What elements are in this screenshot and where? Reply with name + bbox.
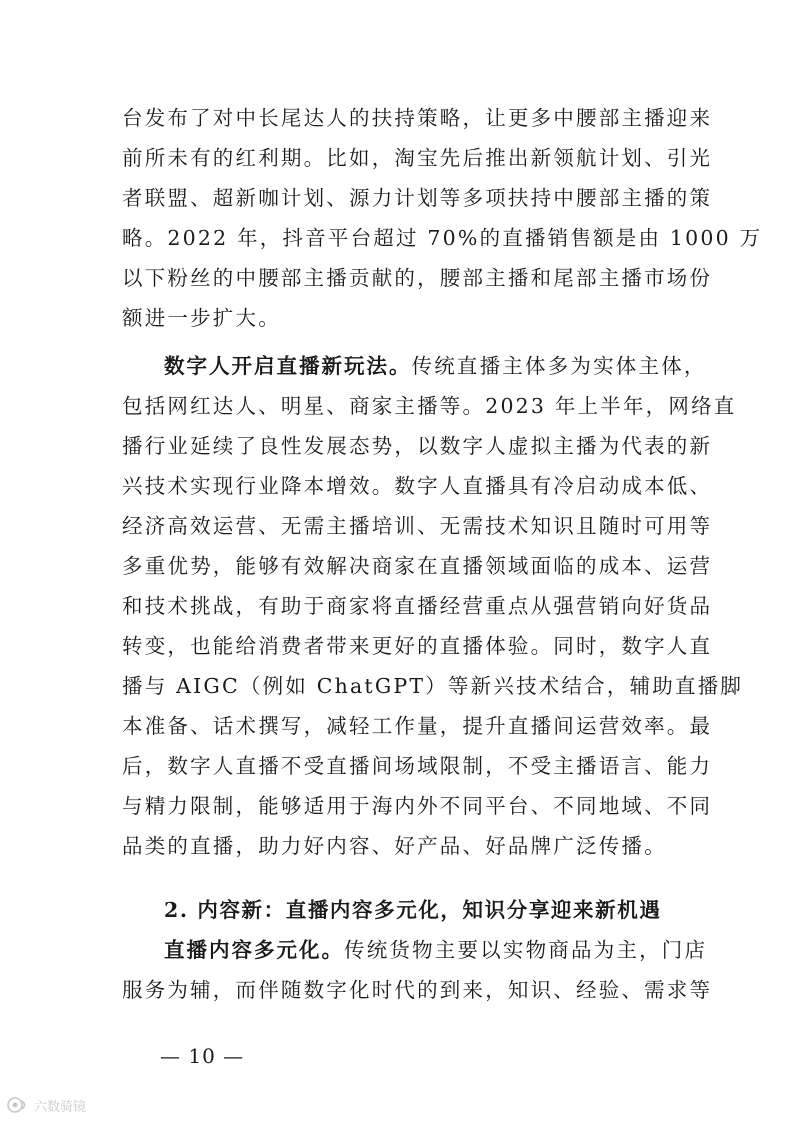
body-line: 兴技术实现行业降本增效。数字人直播具有冷启动成本低、 [122,474,713,498]
paragraph-first-line [164,346,707,386]
body-line: 前所未有的红利期。比如，淘宝先后推出新领航计划、引光 [122,146,713,170]
body-line: 播与 AIGC（例如 ChatGPT）等新兴技术结合，辅助直播脚 [122,674,744,698]
body-line: 播行业延续了良性发展态势，以数字人虚拟主播为代表的新 [122,434,713,458]
body-line: 略。2022 年，抖音平台超过 70%的直播销售额是由 1000 万 [122,226,763,250]
paragraph-text: 传统直播主体多为实体主体， [411,354,707,378]
paragraph-lead: 数字人开启直播新玩法。 [164,354,412,378]
body-line: 后，数字人直播不受直播间场域限制，不受主播语言、能力 [122,754,713,778]
watermark-text: 六数骑镜 [34,1099,87,1115]
body-line: 者联盟、超新咖计划、源力计划等多项扶持中腰部主播的策 [122,186,713,210]
watermark [6,1094,86,1116]
body-line: 本准备、话术撰写，减轻工作量，提升直播间运营效率。最 [122,714,713,738]
page-number: — 10 — [160,1044,245,1068]
body-line: 和技术挑战，有助于商家将直播经营重点从强营销向好货品 [122,594,713,618]
camera-logo-icon [6,1095,30,1115]
body-line: 与精力限制，能够适用于海内外不同平台、不同地域、不同 [122,794,713,818]
body-line: 额进一步扩大。 [122,306,281,330]
paragraph-first-line [164,930,708,970]
body-line: 经济高效运营、无需主播培训、无需技术知识且随时可用等 [122,514,713,538]
section-heading: 2. 内容新：直播内容多元化，知识分享迎来新机遇 [164,898,662,922]
paragraph-lead: 直播内容多元化。 [164,938,344,962]
paragraph-text: 传统货物主要以实物商品为主，门店 [344,938,708,962]
body-line: 包括网红达人、明星、商家主播等。2023 年上半年，网络直 [122,394,737,418]
body-line: 转变，也能给消费者带来更好的直播体验。同时，数字人直 [122,634,713,658]
body-line: 以下粉丝的中腰部主播贡献的，腰部主播和尾部主播市场份 [122,266,713,290]
body-line: 品类的直播，助力好内容、好产品、好品牌广泛传播。 [122,834,667,858]
body-line: 服务为辅，而伴随数字化时代的到来，知识、经验、需求等 [122,978,713,1002]
body-line: 台发布了对中长尾达人的扶持策略，让更多中腰部主播迎来 [122,106,713,130]
body-line: 多重优势，能够有效解决商家在直播领域面临的成本、运营 [122,554,713,578]
